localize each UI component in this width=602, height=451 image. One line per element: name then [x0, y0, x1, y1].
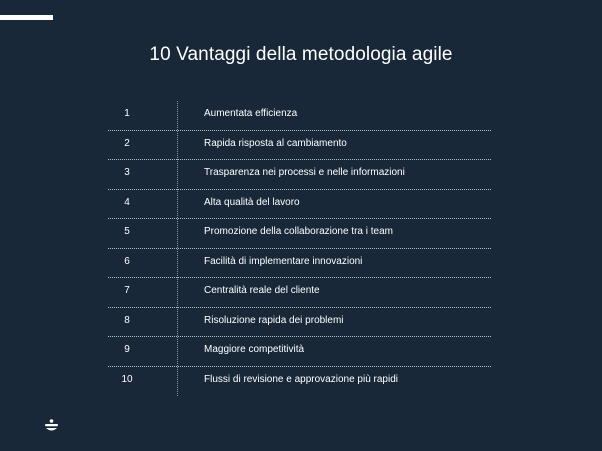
- row-number: 7: [124, 285, 130, 296]
- row-label: Flussi di revisione e approvazione più rapidi: [204, 373, 398, 385]
- row-number: 9: [124, 344, 130, 355]
- row-label: Centralità reale del cliente: [204, 285, 320, 296]
- table-row: [108, 160, 491, 190]
- row-number: 8: [124, 314, 130, 326]
- table-row: [108, 219, 491, 249]
- row-number: 6: [124, 255, 130, 267]
- table-row: [108, 278, 491, 308]
- row-number: 3: [124, 167, 130, 178]
- row-label: Aumentata efficienza: [204, 108, 298, 119]
- top-accent-bar: [0, 15, 53, 20]
- row-label: Alta qualità del lavoro: [204, 196, 300, 208]
- row-label: Risoluzione rapida dei problemi: [204, 314, 344, 326]
- table-row: [108, 249, 491, 279]
- row-label: Promozione della collaborazione tra i team: [204, 226, 393, 237]
- page-title: 10 Vantaggi della metodologia agile: [149, 44, 453, 65]
- row-label: Facilità di implementare innovazioni: [204, 255, 363, 267]
- row-number: 4: [124, 196, 130, 208]
- advantages-table: [108, 101, 491, 396]
- table-row: [108, 190, 491, 220]
- row-number: 10: [121, 373, 133, 385]
- row-number: 1: [124, 108, 130, 119]
- row-number: 2: [124, 137, 130, 149]
- table-row: [108, 131, 491, 161]
- stacked-lines-logo-icon: [44, 419, 59, 433]
- table-row: [108, 367, 491, 397]
- row-label: Rapida risposta al cambiamento: [204, 137, 347, 149]
- row-number: 5: [124, 226, 130, 237]
- table-row: [108, 337, 491, 367]
- table-row: [108, 101, 491, 131]
- table-row: [108, 308, 491, 338]
- row-label: Maggiore competitività: [204, 344, 305, 355]
- row-label: Trasparenza nei processi e nelle informazioni: [204, 167, 405, 178]
